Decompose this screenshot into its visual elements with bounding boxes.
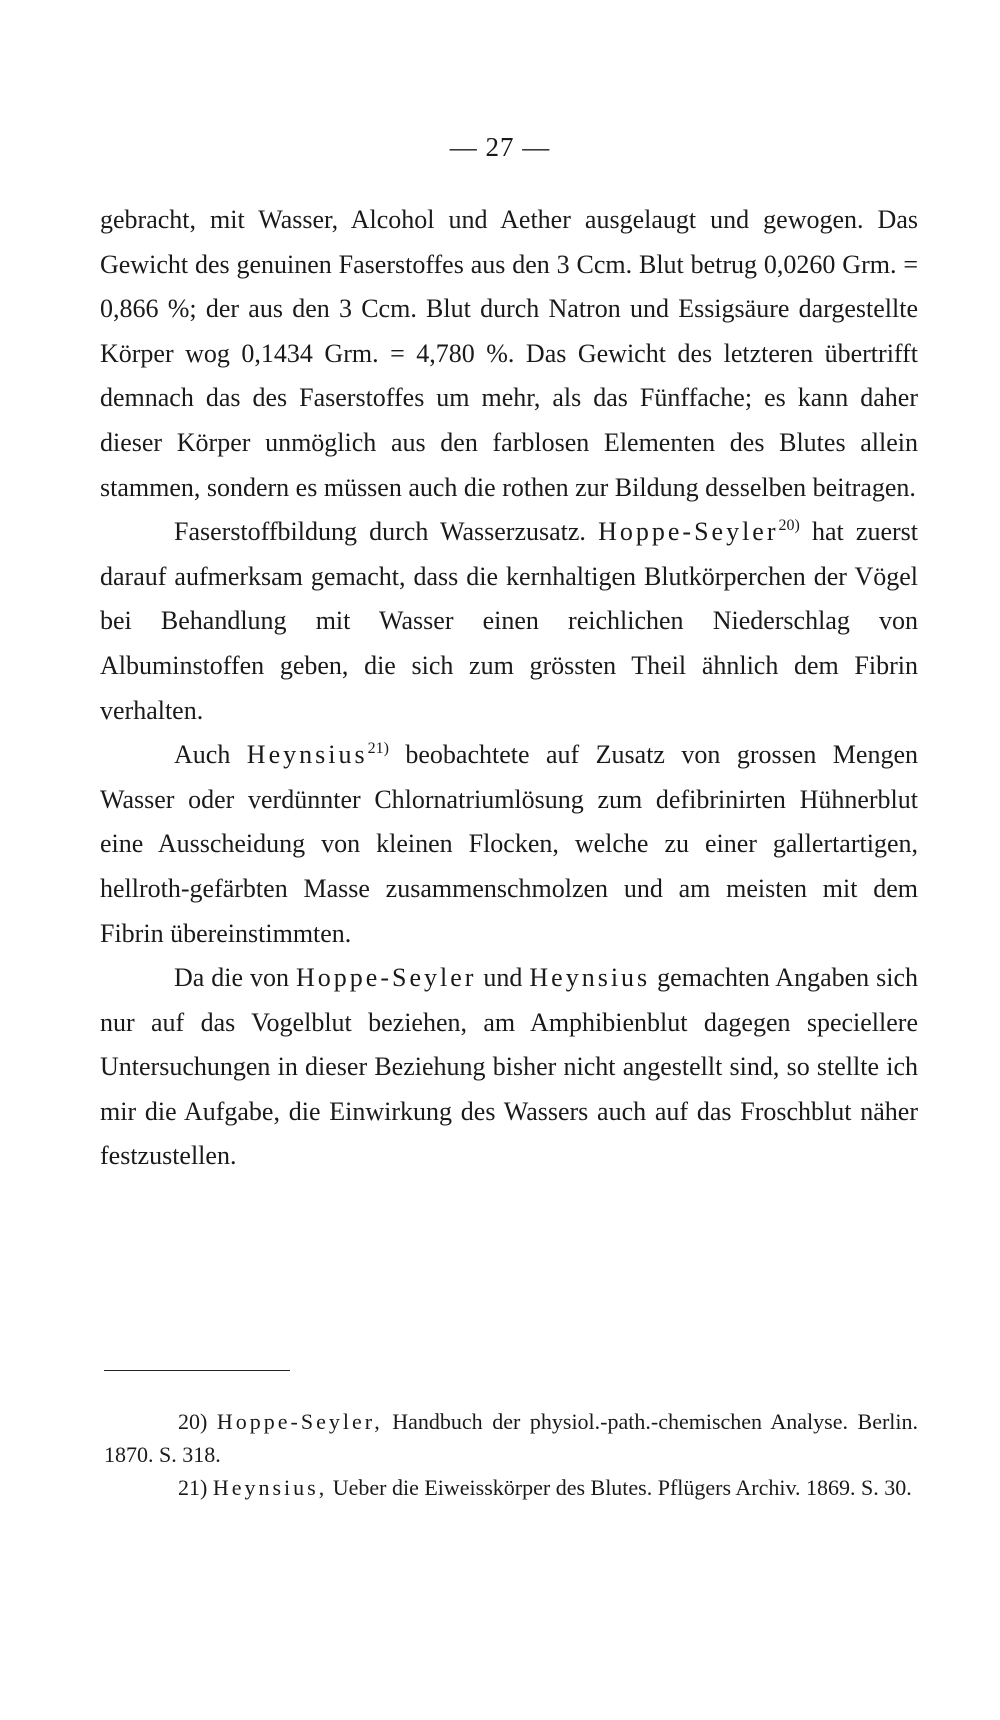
footnote-20 [104,1405,918,1471]
paragraph-3 [100,733,918,956]
footnote-text: Ueber die Eiweisskörper des Blutes. Pflügers Archiv. 1869. S. 30. [332,1475,912,1500]
footnote-author: Hoppe-Seyler, [216,1409,383,1434]
paragraph-text: beobachtete auf Zusatz von grossen Mengen Wasser oder verdünnter Chlornatriumlösung zum defibrinirten Hühnerblut eine Ausscheidung von kleinen Flocken, welche zu einer gallertartigen, hellroth-gefärbten Masse zusammenschmolzen und am meisten mit dem Fibrin übereinstimmten. [100,740,918,948]
footnote-21 [104,1471,918,1504]
main-text [100,198,918,1179]
page-number: — 27 — [449,132,551,162]
paragraph-4 [100,956,918,1179]
footnote-rule [104,1370,290,1371]
author-name: Hoppe-Seyler [296,963,477,993]
footnote-number: 20) [178,1409,208,1434]
footnote-ref: 21) [367,740,389,758]
paragraph-lead: Da die von [174,963,290,993]
paragraph-connector: und [483,963,523,993]
footnote-author: Heynsius, [212,1475,328,1500]
paragraph-2 [100,510,918,733]
footnote-text: Handbuch der physiol.-path.-chemischen Analyse. Berlin. 1870. S. 318. [104,1409,919,1467]
paragraph-1: gebracht, mit Wasser, Alcohol und Aether ausgelaugt und gewogen. Das Gewicht des genuinen Faserstoffes aus den 3 Ccm. Blut betrug 0,0260 Grm. = 0,866 %; der aus den 3 Ccm. Blut durch Natron und Essigsäure dargestellte Körper wog 0,1434 Grm. = 4,780 %. Das Gewicht des letzteren übertrifft demnach das des Faserstoffes um mehr, als das Fünffache; es kann daher dieser Körper unmöglich aus den farblosen Elementen des Blutes allein stammen, sondern es müssen auch die rothen zur Bildung desselben beitragen. [100,205,918,502]
author-name: Hoppe-Seyler [598,517,779,547]
author-name: Heynsius [529,963,651,993]
section-lead: Faserstoffbildung durch Wasserzusatz. [174,517,586,547]
footnote-ref: 20) [778,517,800,535]
author-name: Heynsius [246,740,368,770]
paragraph-text: gemachten Angaben sich nur auf das Vogelblut beziehen, am Amphibienblut dagegen speciellere Untersuchungen in dieser Beziehung bisher nicht angestellt sind, so stellte ich mir die Aufgabe, die Einwirkung des Wassers auch auf das Froschblut näher festzustellen. [100,963,919,1171]
paragraph-text: hat zuerst darauf aufmerksam gemacht, dass die kernhaltigen Blutkörperchen der Vögel bei Behandlung mit Wasser einen reichlichen Niederschlag von Albuminstoffen geben, die sich zum grössten Theil ähnlich dem Fibrin verhalten. [100,517,919,725]
paragraph-lead: Auch [174,740,231,770]
footnote-number: 21) [178,1475,208,1500]
footnotes [104,1405,918,1504]
